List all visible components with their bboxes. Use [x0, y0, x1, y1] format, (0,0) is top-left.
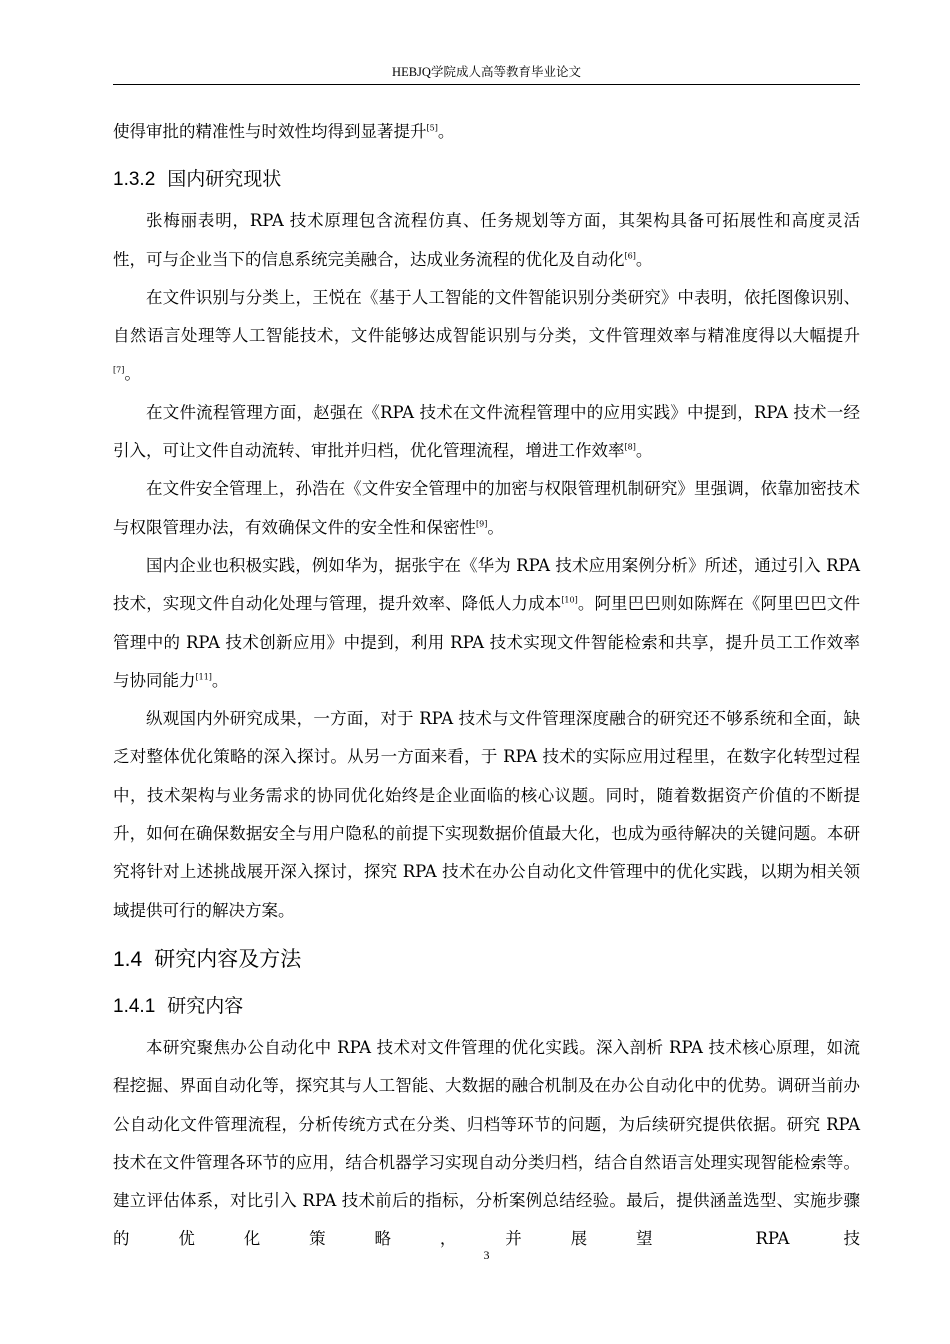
citation-ref: [8]	[624, 442, 636, 452]
citation-ref: [10]	[561, 595, 578, 605]
paragraph-continuation: 使得审批的精准性与时效性均得到显著提升[5]。	[113, 122, 455, 141]
citation-ref: [5]	[426, 123, 438, 133]
section-heading-1-3-2: 1.3.2 国内研究现状	[113, 168, 282, 191]
paragraph: 纵观国内外研究成果，一方面，对于 RPA 技术与文件管理深度融合的研究还不够系统和全面，缺乏对整体优化策略的深入探讨。从另一方面来看，于 RPA 技术的实际应用过程里，在数字化转型过程中，技术架构与业务需求的协同优化始终是企业面临的核心议题。同时，随着数据资产价值的不断提升，如何在确保数据安全与用户隐私的前提下实现数据价值最大化，也成为亟待解决的关键问题。本研究将针对上述挑战展开深入探讨，探究 RPA 技术在办公自动化文件管理中的优化实践，以期为相关领域提供可行的解决方案。	[113, 709, 860, 920]
page-number: 3	[483, 1248, 490, 1262]
paragraph: 张梅丽表明，RPA 技术原理包含流程仿真、任务规划等方面，其架构具备可拓展性和高度灵活性，可与企业当下的信息系统完美融合，达成业务流程的优化及自动化[6]。	[113, 211, 860, 269]
citation-ref: [9]	[476, 519, 488, 529]
paragraph: 在文件识别与分类上，王悦在《基于人工智能的文件智能识别分类研究》中表明，依托图像识别、自然语言处理等人工智能技术，文件能够达成智能识别与分类，文件管理效率与精准度得以大幅提升[7]。	[113, 287, 860, 384]
citation-ref: [7]	[113, 365, 125, 375]
section-heading-1-4: 1.4 研究内容及方法	[113, 946, 302, 971]
header-rule	[113, 84, 860, 85]
section-heading-1-4-1: 1.4.1 研究内容	[113, 994, 244, 1017]
running-header: HEBJQ学院成人高等教育毕业论文	[392, 65, 581, 79]
paragraph: 本研究聚焦办公自动化中 RPA 技术对文件管理的优化实践。深入剖析 RPA 技术核心原理，如流程挖掘、界面自动化等，探究其与人工智能、大数据的融合机制及在办公自动化中的优势。调研当前办公自动化文件管理流程，分析传统方式在分类、归档等环节的问题，为后续研究提供依据。研究 RPA 技术在文件管理各环节的应用，结合机器学习实现自动分类归档，结合自然语言处理实现智能检索等。建立评估体系，对比引入 RPA 技术前后的指标，分析案例总结经验。最后，提供涵盖选型、实施步骤的优化策略，并展望 RPA 技	[113, 1037, 860, 1249]
paragraph: 在文件安全管理上，孙浩在《文件安全管理中的加密与权限管理机制研究》里强调，依靠加密技术与权限管理办法，有效确保文件的安全性和保密性[9]。	[113, 479, 860, 537]
citation-ref: [6]	[624, 251, 636, 261]
page-body	[113, 113, 860, 1259]
citation-ref: [11]	[195, 672, 212, 682]
paragraph: 在文件流程管理方面，赵强在《RPA 技术在文件流程管理中的应用实践》中提到，RPA 技术一经引入，可让文件自动流转、审批并归档，优化管理流程，增进工作效率[8]。	[113, 402, 860, 461]
paragraph: 国内企业也积极实践，例如华为，据张宇在《华为 RPA 技术应用案例分析》所述，通过引入 RPA 技术，实现文件自动化处理与管理，提升效率、降低人力成本[10]。阿里巴巴则如陈辉在《阿里巴巴文件管理中的 RPA 技术创新应用》中提到，利用 RPA 技术实现文件智能检索和共享，提升员工工作效率与协同能力[11]。	[113, 555, 861, 690]
